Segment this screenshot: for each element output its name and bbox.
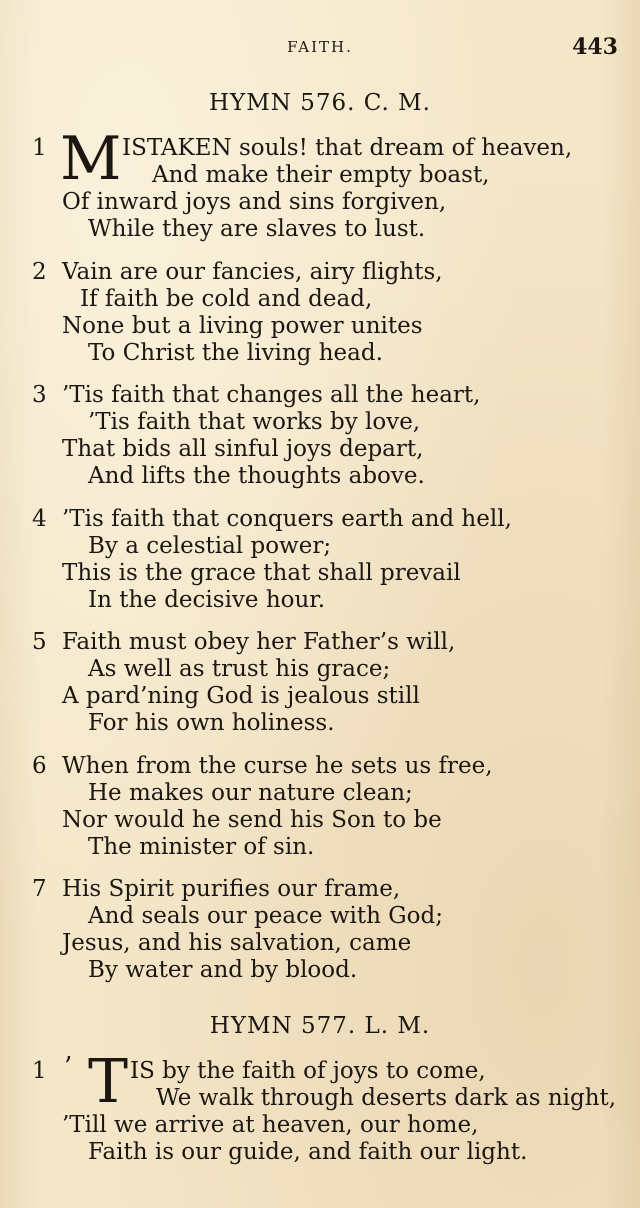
stanza-line: ISTAKEN souls! that dream of heaven, bbox=[122, 135, 573, 161]
stanza-line: He makes our nature clean; bbox=[88, 780, 413, 806]
stanza-number: 1 bbox=[32, 135, 47, 161]
stanza-line: ’Tis faith that changes all the heart, bbox=[62, 382, 481, 408]
stanza-line: By a celestial power; bbox=[88, 533, 332, 559]
stanza-line: If faith be cold and dead, bbox=[80, 286, 373, 312]
running-head bbox=[0, 36, 640, 66]
stanza-number: 5 bbox=[32, 629, 47, 655]
stanza-number: 7 bbox=[32, 876, 47, 902]
stanza-line: That bids all sinful joys depart, bbox=[62, 436, 424, 462]
stanza-line: And seals our peace with God; bbox=[88, 903, 443, 929]
stanza-number: 6 bbox=[32, 753, 47, 779]
stanza-line: Nor would he send his Son to be bbox=[62, 807, 442, 833]
stanza-line: Jesus, and his salvation, came bbox=[62, 930, 412, 956]
hymn-577-title: HYMN 577. L. M. bbox=[209, 1013, 431, 1039]
stanza-line: His Spirit purifies our frame, bbox=[62, 876, 401, 902]
stanza-line: The minister of sin. bbox=[88, 834, 315, 860]
stanza-line: IS by the faith of joys to come, bbox=[130, 1058, 486, 1084]
stanza-line: In the decisive hour. bbox=[88, 587, 326, 613]
stanza-line: ’Tis faith that works by love, bbox=[88, 409, 421, 435]
stanza-line: And make their empty boast, bbox=[152, 162, 490, 188]
stanza-line: ’Till we arrive at heaven, our home, bbox=[62, 1112, 479, 1138]
stanza-line: Faith must obey her Father’s will, bbox=[62, 629, 456, 655]
stanza-line: A pard’ning God is jealous still bbox=[62, 683, 420, 709]
stanza-line: To Christ the living head. bbox=[88, 340, 383, 366]
stanza-line: None but a living power unites bbox=[62, 313, 423, 339]
stanza-number: 4 bbox=[32, 506, 47, 532]
stanza-number: 2 bbox=[32, 259, 47, 285]
stanza-number: 3 bbox=[32, 382, 47, 408]
stanza-number: 1 bbox=[32, 1058, 47, 1084]
drop-cap-apostrophe: ’ bbox=[64, 1052, 73, 1082]
stanza-line: ’Tis faith that conquers earth and hell, bbox=[62, 506, 512, 532]
drop-cap: T bbox=[88, 1047, 129, 1117]
hymn-576-title: HYMN 576. C. M. bbox=[208, 90, 431, 116]
stanza-line: While they are slaves to lust. bbox=[88, 216, 426, 242]
running-title: FAITH. bbox=[287, 38, 353, 56]
stanza-line: By water and by blood. bbox=[88, 957, 358, 983]
stanza-line: Vain are our fancies, airy flights, bbox=[62, 259, 443, 285]
drop-cap: M bbox=[60, 124, 122, 194]
stanza-line: We walk through deserts dark as night, bbox=[156, 1085, 617, 1111]
stanza-line: And lifts the thoughts above. bbox=[88, 463, 425, 489]
stanza-line: Of inward joys and sins forgiven, bbox=[62, 189, 447, 215]
stanza-line: As well as trust his grace; bbox=[88, 656, 391, 682]
stanza-line: This is the grace that shall prevail bbox=[62, 560, 461, 586]
stanza-line: When from the curse he sets us free, bbox=[62, 753, 493, 779]
stanza-line: For his own holiness. bbox=[88, 710, 335, 736]
page-number: 443 bbox=[572, 34, 618, 60]
stanza-line: Faith is our guide, and faith our light. bbox=[88, 1139, 528, 1165]
